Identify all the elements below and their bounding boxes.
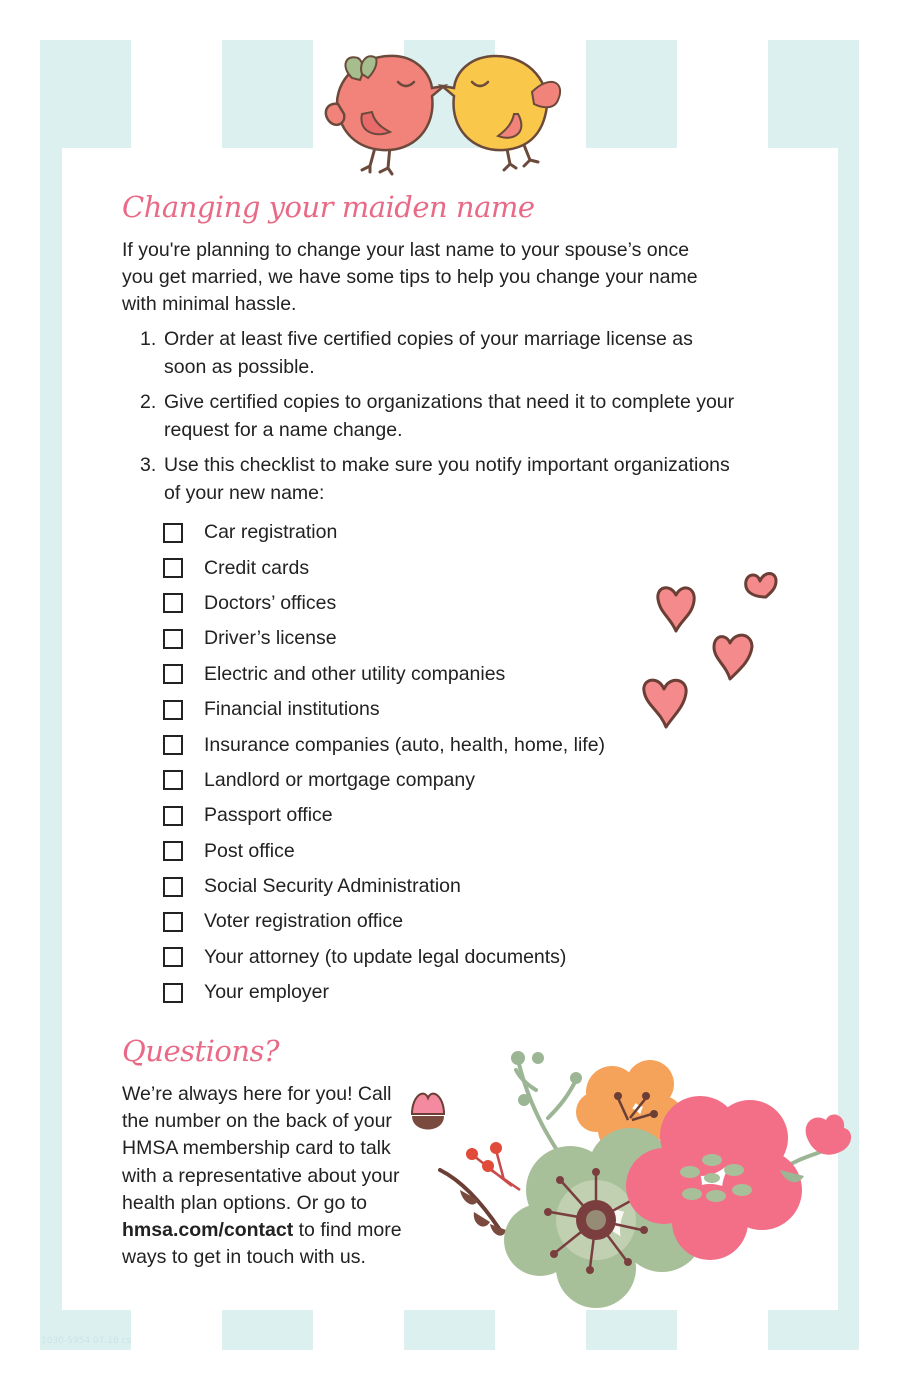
questions-paragraph <box>122 1081 422 1271</box>
checklist-item <box>163 798 605 833</box>
checklist-label: Electric and other utility companies <box>204 662 506 685</box>
steps-list <box>140 326 740 515</box>
checklist-label: Financial institutions <box>204 698 380 721</box>
hearts-icon <box>630 555 790 740</box>
questions-title: Questions? <box>122 1034 279 1068</box>
intro-paragraph: If you're planning to change your last name to your spouse’s once you get married, we have some tips to help you change your name with minimal hassle. <box>122 239 698 315</box>
checklist-label: Passport office <box>204 804 333 827</box>
checklist-label: Driver’s license <box>204 627 337 650</box>
checklist-item <box>163 940 605 975</box>
checklist-label: Social Security Administration <box>204 875 461 898</box>
checkbox-icon[interactable] <box>163 700 183 720</box>
checklist-item <box>163 550 605 585</box>
checklist-label: Your employer <box>204 981 330 1004</box>
questions-text: We’re always here for you! Call the number on the back of your HMSA membership card to talk with a representative about your health plan options. Or go to <box>122 1083 400 1214</box>
step-number: 1. <box>140 328 157 350</box>
step-number: 3. <box>140 454 157 476</box>
questions-text-end: to find more ways to get in touch with us. <box>122 1219 402 1269</box>
checklist-label: Landlord or mortgage company <box>204 768 475 791</box>
checklist <box>163 515 605 1010</box>
checklist-item <box>163 657 605 692</box>
checklist-item <box>163 975 605 1010</box>
step-text: Order at least five certified copies of your marriage license as soon as possible. <box>164 328 693 378</box>
footer-code: 1030-5954 07.16 cs <box>41 1336 132 1346</box>
checkbox-icon[interactable] <box>163 735 183 755</box>
checkbox-icon[interactable] <box>163 523 183 543</box>
step-number: 2. <box>140 391 157 413</box>
flower-bouquet-icon <box>400 1040 870 1310</box>
checklist-label: Credit cards <box>204 556 310 579</box>
checkbox-icon[interactable] <box>163 664 183 684</box>
step-item <box>140 389 740 444</box>
contact-link[interactable]: hmsa.com/contact <box>122 1219 294 1242</box>
step-item <box>140 326 740 381</box>
checkbox-icon[interactable] <box>163 806 183 826</box>
checkbox-icon[interactable] <box>163 877 183 897</box>
checklist-label: Doctors’ offices <box>204 591 337 614</box>
step-text: Give certified copies to organizations that need it to complete your request for a name change. <box>164 391 735 441</box>
checklist-item <box>163 763 605 798</box>
checkbox-icon[interactable] <box>163 593 183 613</box>
checklist-item <box>163 904 605 939</box>
checklist-label: Car registration <box>204 521 338 544</box>
checklist-item <box>163 834 605 869</box>
checkbox-icon[interactable] <box>163 558 183 578</box>
checklist-item <box>163 621 605 656</box>
checkbox-icon[interactable] <box>163 629 183 649</box>
checkbox-icon[interactable] <box>163 912 183 932</box>
step-text: Use this checklist to make sure you notify important organizations of your new name: <box>164 454 730 504</box>
checklist-label: Post office <box>204 839 295 862</box>
checklist-item <box>163 869 605 904</box>
page-title: Changing your maiden name <box>122 190 535 224</box>
step-item <box>140 452 740 507</box>
checklist-item <box>163 692 605 727</box>
love-birds-icon <box>318 44 568 184</box>
checkbox-icon[interactable] <box>163 983 183 1003</box>
checklist-item <box>163 727 605 762</box>
checklist-item <box>163 515 605 550</box>
checklist-label: Voter registration office <box>204 910 404 933</box>
checklist-label: Your attorney (to update legal documents) <box>204 945 567 968</box>
checkbox-icon[interactable] <box>163 770 183 790</box>
checkbox-icon[interactable] <box>163 841 183 861</box>
checkbox-icon[interactable] <box>163 947 183 967</box>
checklist-label: Insurance companies (auto, health, home, life) <box>204 733 606 756</box>
checklist-item <box>163 586 605 621</box>
